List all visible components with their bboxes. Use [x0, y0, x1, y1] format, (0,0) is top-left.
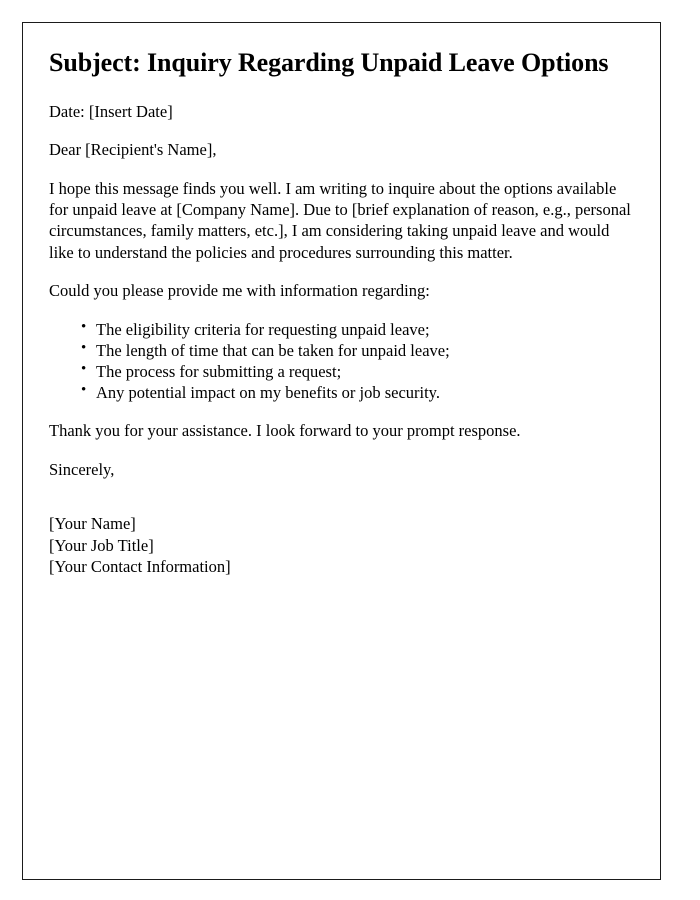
request-lead-in: Could you please provide me with information regarding:: [49, 281, 430, 301]
signature-spacer: [49, 497, 634, 513]
document-page-frame: [22, 22, 661, 880]
list-item: • The process for submitting a request;: [49, 361, 634, 382]
date-line: Date: [Insert Date]: [49, 101, 173, 121]
salutation: Dear [Recipient's Name],: [49, 140, 217, 160]
signature-job-title: [Your Job Title]: [49, 535, 154, 555]
signature-contact: [Your Contact Information]: [49, 556, 231, 576]
list-item: • The length of time that can be taken for unpaid leave;: [49, 340, 634, 361]
list-item: • Any potential impact on my benefits or job security.: [49, 382, 634, 403]
document-title: Subject: Inquiry Regarding Unpaid Leave Options: [49, 48, 609, 77]
document-content: [23, 23, 660, 577]
request-items-list: [49, 319, 634, 403]
list-item: • The eligibility criteria for requesting unpaid leave;: [49, 319, 634, 340]
opening-paragraph: I hope this message finds you well. I am writing to inquire about the options available for unpaid leave at [Company Name]. Due to [brief explanation of reason, e.g., personal circumstances, family matters, etc.], I am considering taking unpaid leave and would like to understand the policies and procedures surrounding this matter.: [49, 178, 631, 262]
closing-paragraph: Thank you for your assistance. I look forward to your prompt response.: [49, 421, 521, 441]
sign-off: Sincerely,: [49, 459, 115, 479]
signature-block: [49, 513, 634, 577]
signature-name: [Your Name]: [49, 514, 136, 534]
